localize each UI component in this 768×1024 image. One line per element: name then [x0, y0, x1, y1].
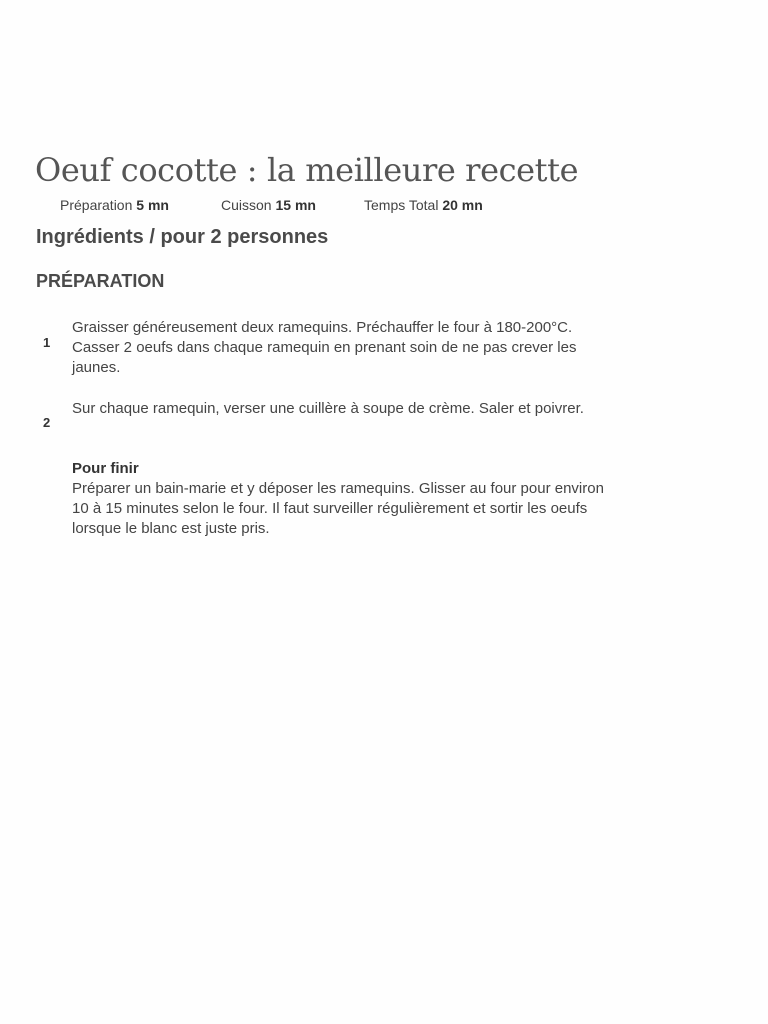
- recipe-times: [0, 197, 768, 217]
- finish-text: Préparer un bain-marie et y déposer les ramequins. Glisser au four pour environ 10 à 15 minutes selon le four. Il faut surveiller régulièrement et sortir les oeufs lorsque le blanc est juste pris.: [72, 480, 604, 537]
- total-time-value: 20 mn: [442, 197, 483, 213]
- step-text: Graisser généreusement deux ramequins. Préchauffer le four à 180-200°C. Casser 2 oeufs dans chaque ramequin en prenant soin de ne pas crever les jaunes.: [72, 319, 577, 376]
- prep-time-label: Préparation: [60, 197, 133, 213]
- cook-time: [221, 197, 316, 213]
- cook-time-value: 15 mn: [275, 197, 316, 213]
- recipe-title: Oeuf cocotte : la meilleure recette: [35, 151, 579, 189]
- prep-time-value: 5 mn: [136, 197, 169, 213]
- step-number: 2: [43, 415, 51, 430]
- step-number: 1: [43, 335, 51, 350]
- finish-heading: Pour finir: [72, 460, 139, 477]
- cook-time-label: Cuisson: [221, 197, 272, 213]
- total-time: [364, 197, 483, 213]
- total-time-label: Temps Total: [364, 197, 439, 213]
- ingredients-heading: Ingrédients / pour 2 personnes: [36, 226, 329, 248]
- preparation-heading: PRÉPARATION: [36, 271, 165, 291]
- prep-time: [60, 197, 169, 213]
- finish-section: [72, 459, 612, 539]
- step-text: Sur chaque ramequin, verser une cuillère à soupe de crème. Saler et poivrer.: [72, 400, 584, 417]
